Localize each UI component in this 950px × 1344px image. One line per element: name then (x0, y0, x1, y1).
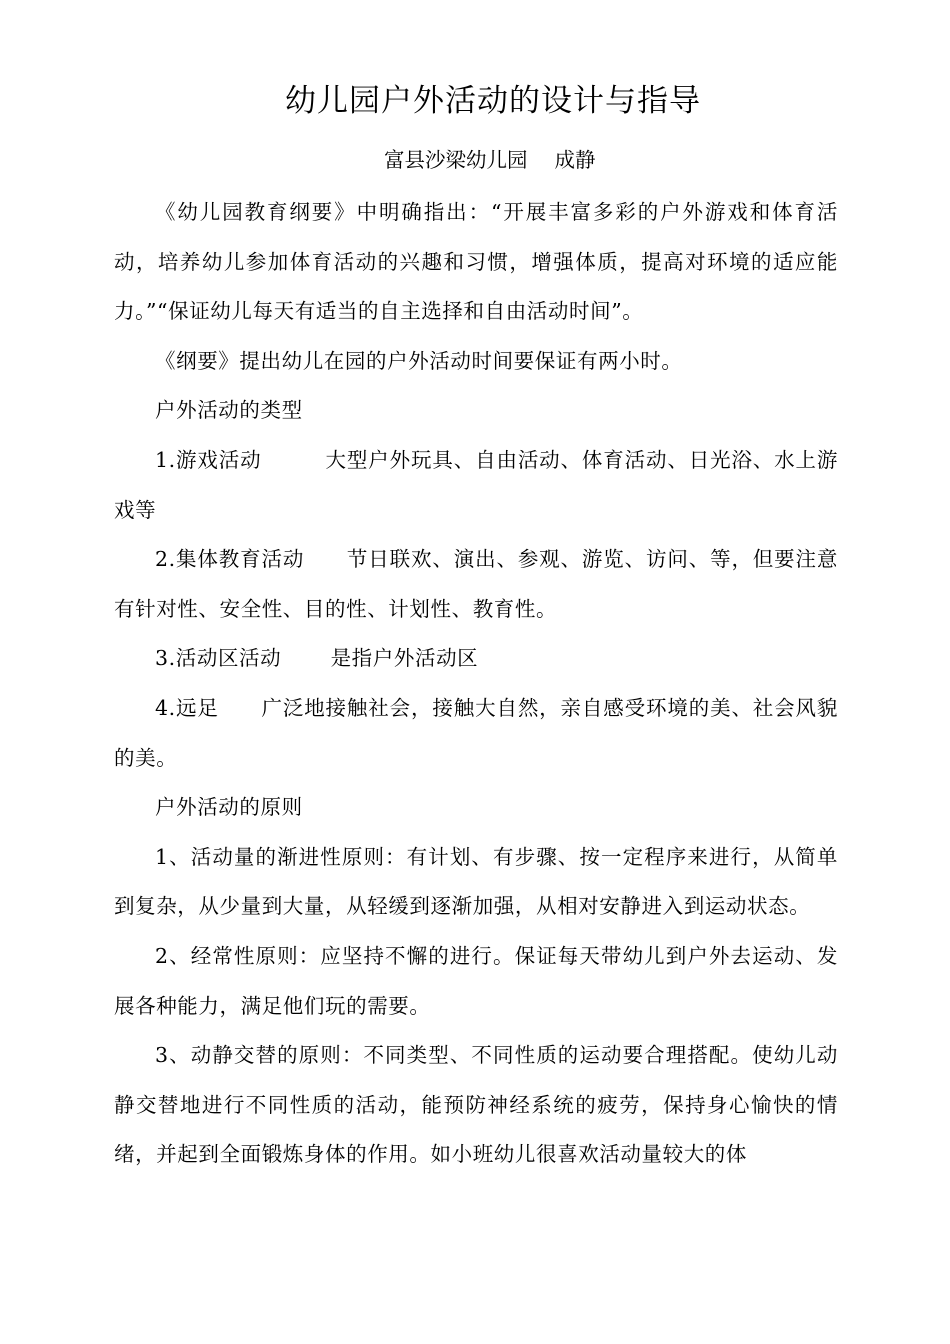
section-heading: 户外活动的原则 (155, 795, 303, 820)
list-item: 1.游戏活动 大型户外玩具、自由活动、体育活动、日光浴、水上游戏等 (114, 447, 838, 522)
section-heading: 户外活动的类型 (155, 398, 303, 423)
document-title: 幼儿园户外活动的设计与指导 (285, 83, 701, 119)
list-item: 2.集体教育活动 节日联欢、演出、参观、游览、访问、等，但要注意有针对性、安全性、目的性、计划性、教育性。 (114, 547, 838, 621)
document-body (114, 188, 838, 1180)
list-item: 2、经常性原则：应坚持不懈的进行。保证每天带幼儿到户外去运动、发展各种能力，满足他们玩的需要。 (114, 943, 838, 1018)
list-item: 3、动静交替的原则：不同类型、不同性质的运动要合理搭配。使幼儿动静交替地进行不同性质的活动，能预防神经系统的疲劳，保持身心愉快的情绪，并起到全面锻炼身体的作用。如小班幼儿很喜欢活动量较大的体 (114, 1043, 838, 1167)
list-item: 4.远足 广泛地接触社会，接触大自然，亲自感受环境的美、社会风貌的美。 (114, 695, 838, 770)
list-item: 1、活动量的渐进性原则：有计划、有步骤、按一定程序来进行，从简单到复杂，从少量到大量，从轻缓到逐渐加强，从相对安静进入到运动状态。 (114, 844, 838, 919)
paragraph: 《幼儿园教育纲要》中明确指出：“开展丰富多彩的户外游戏和体育活动，培养幼儿参加体育活动的兴趣和习惯，增强体质，提高对环境的适应能力。”“保证幼儿每天有适当的自主选择和自由活动时间”。 (114, 200, 838, 324)
document-author: 富县沙梁幼儿园 成静 (384, 148, 596, 172)
list-item: 3.活动区活动 是指户外活动区 (155, 646, 479, 671)
paragraph: 《纲要》提出幼儿在园的户外活动时间要保证有两小时。 (155, 348, 683, 373)
